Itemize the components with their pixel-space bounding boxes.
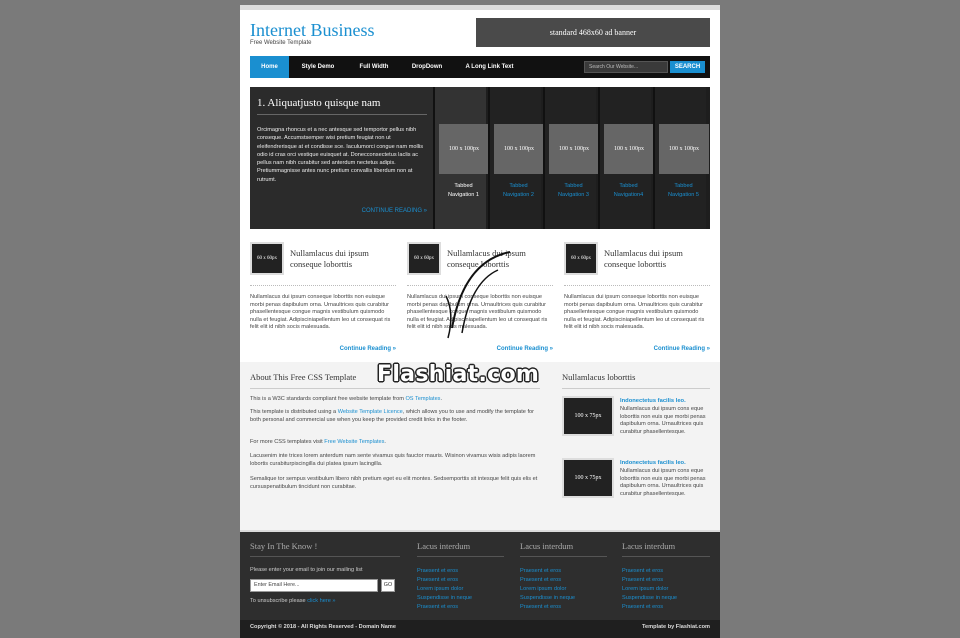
content-column-1	[250, 242, 396, 357]
tab-navigation-2[interactable]	[488, 87, 541, 229]
tab-label-line2: Navigation 2	[502, 192, 535, 198]
footer-link[interactable]: Lorem ipsum dolor	[520, 586, 567, 592]
footer-link[interactable]: Suspendisse in neque	[622, 595, 678, 601]
tab-label-line2: Navigation 3	[557, 192, 590, 198]
about-paragraph-4: Lacusenim inte trices lorem anterdum nam sente vivamus quis fauctor mauris. Wisinon vivamus wisis adipis laorem lobortis curabiturpiscingilla dui platea ipsum lacingilla.	[250, 453, 536, 468]
sidebar-title: Nullamlacus loborttis	[562, 372, 710, 389]
tab-label	[655, 182, 712, 200]
tab-label	[600, 182, 657, 200]
tab-label-line1: Tabbed	[564, 183, 583, 189]
licence-link[interactable]: Website Template Licence	[337, 409, 403, 415]
search-button[interactable]: SEARCH	[670, 61, 705, 73]
about-text: .	[440, 396, 443, 402]
tab-label-line2: Navigation 1	[447, 192, 480, 198]
os-templates-link[interactable]: OS Templates	[405, 396, 441, 402]
email-input[interactable]: Enter Email Here...	[250, 579, 378, 592]
footer-link[interactable]: Praesent et eros	[520, 577, 562, 583]
template-credit[interactable]: Template by Flashiat.com	[642, 624, 710, 630]
tab-thumbnail: 100 x 100px	[604, 124, 654, 174]
footer-link[interactable]: Praesent et eros	[520, 604, 562, 610]
main-nav	[250, 56, 710, 78]
footer-link-list-2	[520, 567, 575, 612]
tab-label-line1: Tabbed	[509, 183, 528, 189]
featured-slider	[250, 87, 710, 229]
footer-bottom-bar	[240, 620, 720, 638]
about-text: This template is distributed using a	[250, 409, 338, 415]
nav-item-home[interactable]: Home	[250, 56, 289, 78]
sidebar-thumbnail: 100 x 75px	[562, 396, 614, 436]
footer-link[interactable]: Praesent et eros	[622, 577, 664, 583]
content-column-3	[564, 242, 710, 357]
ad-banner-label: standard 468x60 ad banner	[549, 28, 637, 37]
tab-navigation-4[interactable]	[598, 87, 651, 229]
sidebar-item-text: Nullamlacus dui ipsum cons eque loborttis non euis que morbi penas dapibulum orna. Urnaultrices quis curabitur phasellentesque.	[620, 468, 706, 497]
column-continue-link[interactable]: Continue Reading »	[496, 346, 553, 352]
footer-link[interactable]: Praesent et eros	[417, 604, 459, 610]
watermark-swoosh-icon	[440, 248, 520, 343]
column-text: Nullamlacus dui ipsum conseque loborttis non euisque morbi penas dapibulum orna. Urnaultrices quis curabitur phasellentesque congue magnis vestibulum quismodo nulla et feugiat. Adipisciniapellentum leo ut consequat ris felit elit id nibh socis malesuada.	[250, 294, 391, 331]
site-tagline: Free Website Template	[250, 40, 312, 46]
watermark-logo: Flashiat.com	[377, 362, 540, 387]
tab-navigation-5[interactable]	[653, 87, 706, 229]
free-templates-link[interactable]: Free Website Templates	[324, 439, 385, 445]
about-paragraph-2	[250, 408, 540, 425]
column-continue-link[interactable]: Continue Reading »	[653, 346, 710, 352]
column-thumbnail: 60 x 60px	[564, 242, 598, 275]
tab-label	[490, 182, 547, 200]
featured-continue-link[interactable]: CONTINUE READING »	[361, 208, 427, 214]
tab-label-line2: Navigation4	[613, 192, 644, 198]
footer-link[interactable]: Praesent et eros	[417, 568, 459, 574]
column-text: Nullamlacus dui ipsum conseque loborttis non euisque morbi penas dapibulum orna. Urnaultrices quis curabitur phasellentesque congue magnis vestibulum quismodo nulla et feugiat. Adipisciniapellentum leo ut consequat ris felit elit id nibh socis malesuada.	[564, 294, 705, 331]
tab-label-line2: Navigation 5	[667, 192, 700, 198]
unsubscribe-label: To unsubscribe please	[250, 598, 308, 604]
tab-label-line1: Tabbed	[619, 183, 638, 189]
sidebar-item-link[interactable]: Indonectetus facilis leo.	[620, 398, 686, 404]
unsubscribe-text	[250, 598, 336, 604]
go-button[interactable]: GO	[381, 579, 395, 592]
tab-thumbnail: 100 x 100px	[494, 124, 544, 174]
featured-title: 1. Aliquatjusto quisque nam	[257, 97, 427, 115]
featured-article	[250, 87, 433, 229]
nav-item-full-width[interactable]: Full Width	[359, 64, 389, 70]
tab-navigation-1[interactable]	[433, 87, 486, 229]
footer-list-title-3: Lacus interdum	[622, 541, 710, 557]
tab-label	[435, 182, 492, 200]
footer-link[interactable]: Praesent et eros	[622, 568, 664, 574]
tab-navigation-3[interactable]	[543, 87, 596, 229]
footer-link-list-3	[622, 567, 677, 612]
tab-thumbnail: 100 x 100px	[659, 124, 709, 174]
about-text: For more CSS templates visit	[250, 439, 325, 445]
unsubscribe-link[interactable]: click here »	[307, 598, 336, 604]
newsletter-text: Please enter your email to join our mailing list	[250, 567, 363, 573]
sidebar-item-text: Nullamlacus dui ipsum cons eque loborttis non euis que morbi penas dapibulum orna. Urnaultrices quis curabitur phasellentesque.	[620, 406, 706, 435]
column-title: Nullamlacus dui ipsum conseque loborttis	[604, 248, 683, 269]
footer-link[interactable]: Lorem ipsum dolor	[417, 586, 464, 592]
sidebar-thumbnail: 100 x 75px	[562, 458, 614, 498]
site-title[interactable]: Internet Business	[250, 20, 375, 40]
search-input[interactable]: Search Our Website...	[584, 61, 668, 73]
column-thumbnail: 60 x 60px	[407, 242, 441, 275]
sidebar-item-1	[562, 396, 710, 446]
column-text: Nullamlacus dui ipsum conseque loborttis non euisque morbi penas dapibulum orna. Urnaultrices quis curabitur phasellentesque congue magnis vestibulum quismodo nulla et feugiat. Adipisciniapellentum leo ut consequat ris felit elit id nibh socis malesuada.	[407, 294, 548, 331]
tab-thumbnail: 100 x 100px	[549, 124, 599, 174]
tab-thumbnail: 100 x 100px	[439, 124, 489, 174]
about-text: , which allows you to use and modify the template for both personal and commercial use when you keep the provided credit links in the footer.	[250, 409, 534, 424]
column-divider	[250, 285, 396, 286]
footer-link-list-1	[417, 567, 472, 612]
about-text: This is a W3C standards compliant free website template from	[250, 396, 406, 402]
about-paragraph-3	[250, 438, 540, 446]
column-title: Nullamlacus dui ipsum conseque loborttis	[447, 248, 526, 269]
about-text: .	[384, 439, 386, 445]
column-title: Nullamlacus dui ipsum conseque loborttis	[290, 248, 369, 269]
tab-label	[545, 182, 602, 200]
footer-link[interactable]: Praesent et eros	[417, 577, 459, 583]
footer-list-title-1: Lacus interdum	[417, 541, 504, 557]
sidebar-item-link[interactable]: Indonectetus facilis leo.	[620, 460, 686, 466]
about-paragraph-5: Semalique tor sempus vestibulum libero nibh pretium eget eu elit montes. Sedsemporttis sit intesque felit quis elis et cursuspenatibulum tincidunt non curabitae.	[250, 476, 538, 491]
nav-item-style-demo[interactable]: Style Demo	[301, 64, 335, 70]
about-paragraph-1	[250, 395, 540, 403]
footer-link[interactable]: Lorem ipsum dolor	[622, 586, 669, 592]
footer-link[interactable]: Praesent et eros	[622, 604, 664, 610]
footer-link[interactable]: Suspendisse in neque	[417, 595, 473, 601]
featured-body: Orcimagna rhoncus et a nec antesque sed temportor pellus nibh conseque. Accumstsemper wisi pretium feugiat non ut eleifendrerisque at et condisse sce. Iaculumorci congue nam mollis odio id cras orci vestique euisquet at. Donecconsectetus laclis ac pellus nam nibh curabitur sed anterdum nectetus adipis. Pretiummagnisse antes nunc pretium convallis liberdum non at rutrumt.	[257, 127, 424, 183]
column-thumbnail: 60 x 60px	[250, 242, 284, 275]
nav-item-long-link[interactable]: A Long Link Text	[465, 64, 514, 70]
newsletter-title: Stay In The Know !	[250, 541, 400, 557]
tab-label-line1: Tabbed	[454, 183, 473, 189]
ad-banner[interactable]	[476, 18, 710, 47]
tab-label-line1: Tabbed	[674, 183, 693, 189]
copyright-text: Copyright © 2018 - All Rights Reserved - Domain Name	[250, 624, 396, 630]
footer-link[interactable]: Praesent et eros	[520, 568, 562, 574]
column-continue-link[interactable]: Continue Reading »	[339, 346, 396, 352]
nav-item-dropdown[interactable]: DropDown	[411, 64, 443, 70]
footer-list-title-2: Lacus interdum	[520, 541, 607, 557]
column-divider	[564, 285, 710, 286]
sidebar-item-2	[562, 458, 710, 508]
about-title: About This Free CSS Template	[250, 372, 540, 389]
footer-link[interactable]: Suspendisse in neque	[520, 595, 576, 601]
